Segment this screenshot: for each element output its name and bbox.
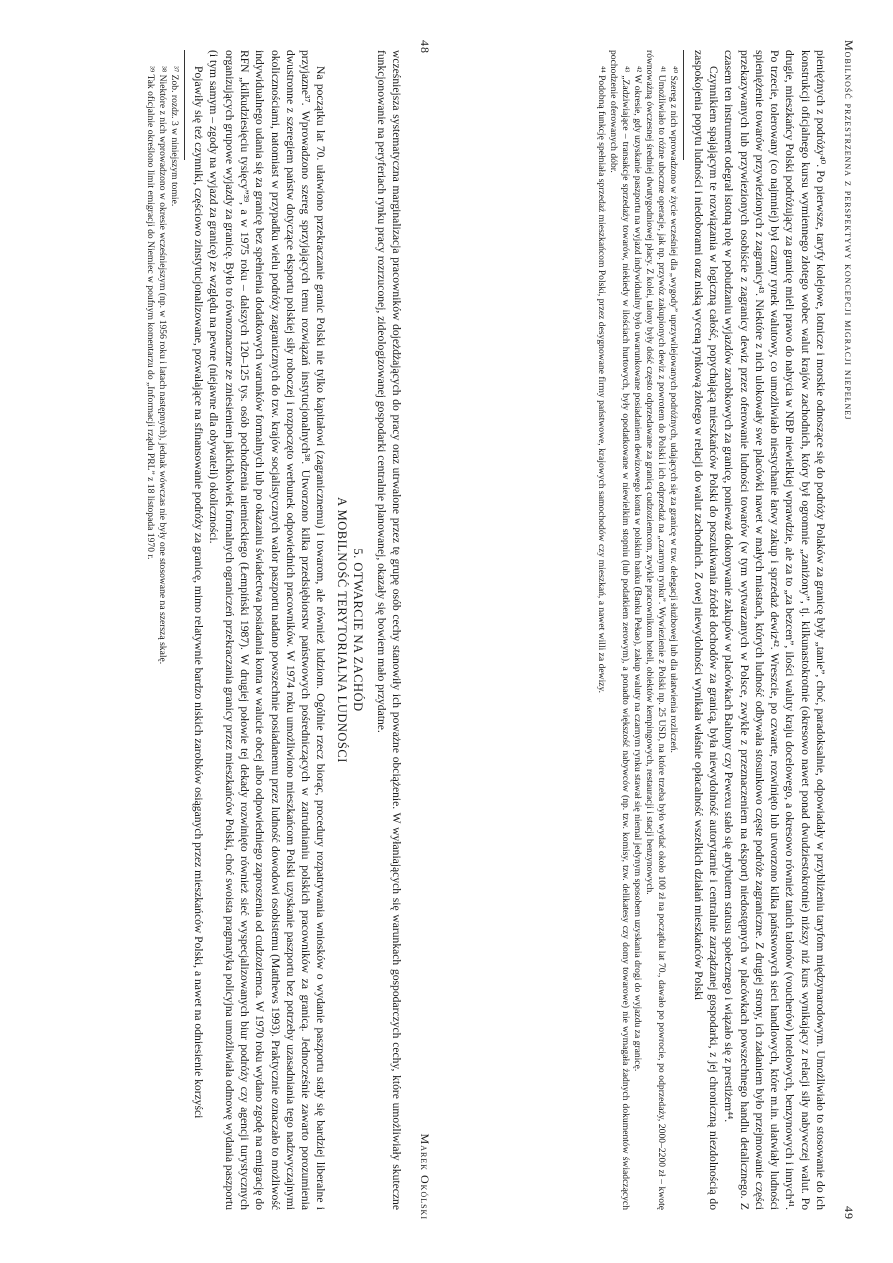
right-page — [452, 20, 862, 1240]
running-head-title: Mobilność przestrzenna z perspektywy koncepcji migracji niepełnej — [842, 40, 856, 421]
footnote: ⁴¹ Umożliwiało to różne uboczne operacje, jak np. przywóz zakupionych dewiz z powrotem do Polski i ich odprzedaż na „czarnym rynku”. Wywiezienie z Polski np. 25 USD, na które trzeba było wydać około 100 zł na początku lat 70., dawało po powrocie, po odprzedaży, 2000–2200 zł – kwotę równoważną ówczesnej średniej dwutygodniowej płacy. Z kolei, talony były dość często odprzedawane za granicą cudzoziemcom, zwykle pracownikom hoteli, obiektów kempingowych, restauracji i stacji benzynowych. — [644, 50, 668, 1210]
footnote-rule — [683, 50, 684, 160]
section-title-line-2: A MOBILNOŚĆ TERYTORIALNA LUDNOŚCI — [335, 497, 350, 763]
paragraph: pieniężnych z podróży⁴⁰. Po pierwsze, taryfy kolejowe, lotnicze i morskie odnoszące się do podróży Polaków za granicę były „tanie”, choć, paradoksalnie, odpowiadały w przybliżeniu taryfom międzynarodowym. Umożliwiało to stosowanie do ich konstrukcji oficjalnego kursu wymiennego złotego wobec walut krajów zachodnich, który był ogromnie „zaniżony”, tj. kilkunastokrotnie (okresowo nawet ponad dwudziestokrotnie) niższy niż kurs wynikający z relacji siły nabywczej walut. Po drugie, mieszkańcy Polski podróżujący za granicę mieli prawo do nabycia w NBP niewielkiej wprawdzie, ale za to „za bezcen”, ilości waluty kraju docelowego, a okresowo również tanich talonów (voucherów) hotelowych, benzynowych i innych⁴¹. Po trzecie, tolerowany (co najmniej) był czarny rynek walutowy, co umożliwiało niestychanie łatwy zakup i sprzedaż dewiz⁴². Wreszcie, po czwarte, rozwinięto lub utworzono kilka państwowych sieci handlowych, które m.in. ułatwiały ludności spieniężenie towarów przywiezionych z zagranicy⁴³. Niektóre z nich ulokowały swe placówki nawet w małych miastach, których ludność odbywała stosunkowo częste podróże zagraniczne. Z drugiej strony, ich zadaniem było przejmowanie części przekazywanych lub przywiezionych osobiście z zagranicy dewiz przez oferowanie ludności towarów (w tym wytwarzanych w Polsce, zwykle z przeznaczeniem na eksport) niedostępnych w placówkach powszechnego handlu detalicznego. Z czasem ten instrument odegrał istotną rolę w pobudzaniu wyjazdów zarobkowych za granicę, ponieważ dokonywanie zakupów w placówkach Baltony czy Pewexu stało się atrybutem statusu społecznego i wiązało się z prestiżem⁴⁴. — [722, 50, 827, 1210]
page-number: 48 — [418, 40, 432, 54]
footnote: ⁴³ „Zadziwiające – transakcje sprzedaży towarów, niekiedy w ilościach hurtowych, były opodatkowane w niewielkim stopniu (lub podatkiem zerowym), a ponadto większość nabywców (np. tzw. komisy, tzw. delikatesy czy domy towarowe) nie wymagała żadnych dokumentów świadczących pochodzenie oferowanych dóbr. — [608, 50, 632, 1210]
footnote: ³⁹ Tak oficjalnie określono limit emigracji do Niemiec w poufnym komentarzu do „Informacji rządu PRL” z 18 listopada 1970 r. — [144, 66, 156, 560]
footnote: ³⁸ Niektóre z nich wprowadzono w okresie wcześniejszym (np. w 1956 roku i latach następnych), jednak wówczas nie były one stosowane na szerszą skalę. — [156, 66, 168, 665]
footnote: ⁴⁰ Szereg z nich wprowadzono w życie wcześniej dla „wygody” uprzywilejowanych podróżnych, udających się za granicę w tzw. delegacji służbowej lub dla ułatwienia rozliczeń. — [668, 66, 680, 753]
paragraph: Na początku lat 70. ułatwiono przekraczanie granic Polski nie tylko kapitałowi (zagranicznemu) i towarom, ale również ludziom. Ogólnie rzecz biorąc, procedury rozpatrywania wniosków o wydanie paszportu stały się bardziej liberalne i przyjazne³⁷. Wprowadzono szereg sprzyjających temu rozwiązań instytucjonalnych³⁸. Utworzono kilka przedsiębiorstw państwowych pośredniczących w zatrudnianiu polskich pracowników za granicą. Jednocześnie zawarto porozumienia dwustronne z szeregiem państw dotyczące eksportu polskiej siły roboczej i rozpoczęto werbunek odpowiednich pracowników. W 1974 roku umożliwiono mieszkańcom Polski uzyskanie paszportu bez potrzeby uzasadniania tego nadzwyczajnymi okolicznościami, natomiast w przypadku wielu podróży zagranicznych do tzw. krajów socjalistycznych walor paszportu nadano powszechnie posiadanemu przez ludność dowodowi osobistemu (Matthews 1993). Praktycznie oznaczało to możliwość indywidualnego udania się za granicę bez spełnienia dodatkowych warunków formalnych lub po okazaniu świadectwa posiadania konta w walucie obcej albo odpowiedniego zaproszenia od cudzoziemca. W 1970 roku wydano zgodę na emigrację do RFN „kilkudziesięciu tysięcy”³⁹, a w 1975 roku – dalszych 120–125 tys. osób pochodzenia niemieckiego (Łempiński 1987). W drugiej połowie tej dekady rozwinięto również sieć wyspecjalizowanych biur podróży czy agencji turystycznych organizujących grupowe wyjazdy za granicę. Było to równoznaczne ze zniesieniem jakichkolwiek formalnych ograniczeń przekraczania granicy przez mieszkańców Polski, choć swoista pragmatyka policyjna umożliwiała odmowę wydania paszportu (i tym samym – zgody na wyjazd za granicę) ze względu na pewne (niejawne dla obywateli) okoliczności. — [207, 50, 328, 1210]
footnote: ⁴⁴ Podobną funkcję spełniała sprzedaż mieszkańcom Polski, przez desygnowane firmy państwowe, krajowych samochodów czy mieszkań, a nawet willi za dewizy. — [596, 66, 608, 694]
section-title-line-1: 5. OTWARCIE NA ZACHÓD — [351, 548, 366, 712]
body-text — [144, 50, 404, 1210]
body-text — [595, 50, 828, 1210]
running-head-author: Marek Okólski — [418, 1133, 432, 1220]
left-page — [20, 20, 438, 1240]
paragraph: Czynnikiem spajającym te rozwiązania w logiczną całość, popychającą mieszkańców Polski do poszukiwania źródeł dochodów za granicą, była niewydolność autorytarnie i centralnie zarządzanej gospodarki, z jej chroniczną niezdolnością do zaspokojenia popytu ludności i niedoborami oraz niską wyceną rynkową złotego w relacji do walut zachodnich. Z owej niewydolności wynikała właśnie opłacalność wszelkich działań mieszkańców Polski — [691, 50, 720, 1210]
footnote: ³⁷ Zob. rozdz. 3 w niniejszym tomie. — [168, 66, 180, 207]
footnote-rule — [184, 50, 185, 160]
footnote: ⁴² W okresie, gdy uzyskanie paszportu na wyjazd indywidualny było uwarunkowane posiadaniem dewizowego konta w polskim banku (Banku Pekao), zakup waluty na czarnym rynku stawał się niemal jedynym sposobem uzyskania drogi do wyjazdu za granicę. — [632, 66, 644, 1072]
page-number: 49 — [842, 1206, 856, 1220]
paragraph: wcześniejsza systematyczna marginalizacja pracowników dojeżdżających do pracy oraz utrwalone przez tę grupę osób cechy stanowiły ich poważne obciążenie. W wyłaniających się warunkach gospodarczych cechy, które umożliwiały skuteczne funkcjonowanie na peryferiach rynku pracy rozrzuconej, zideologizowanej gospodarki centralnie planowanej, okazały się bowiem mało przydatne. — [374, 50, 403, 1210]
paragraph: Pojawiły się też czynniki, częściowo zinstytucjonalizowane, pozwalające na sfinansowanie podróży za granicę, mimo relatywnie bardzo niskich zarobków osiąganych przez mieszkańców Polski, a nawet na odniesienie korzyści — [192, 66, 206, 1119]
section-heading — [334, 50, 366, 1210]
